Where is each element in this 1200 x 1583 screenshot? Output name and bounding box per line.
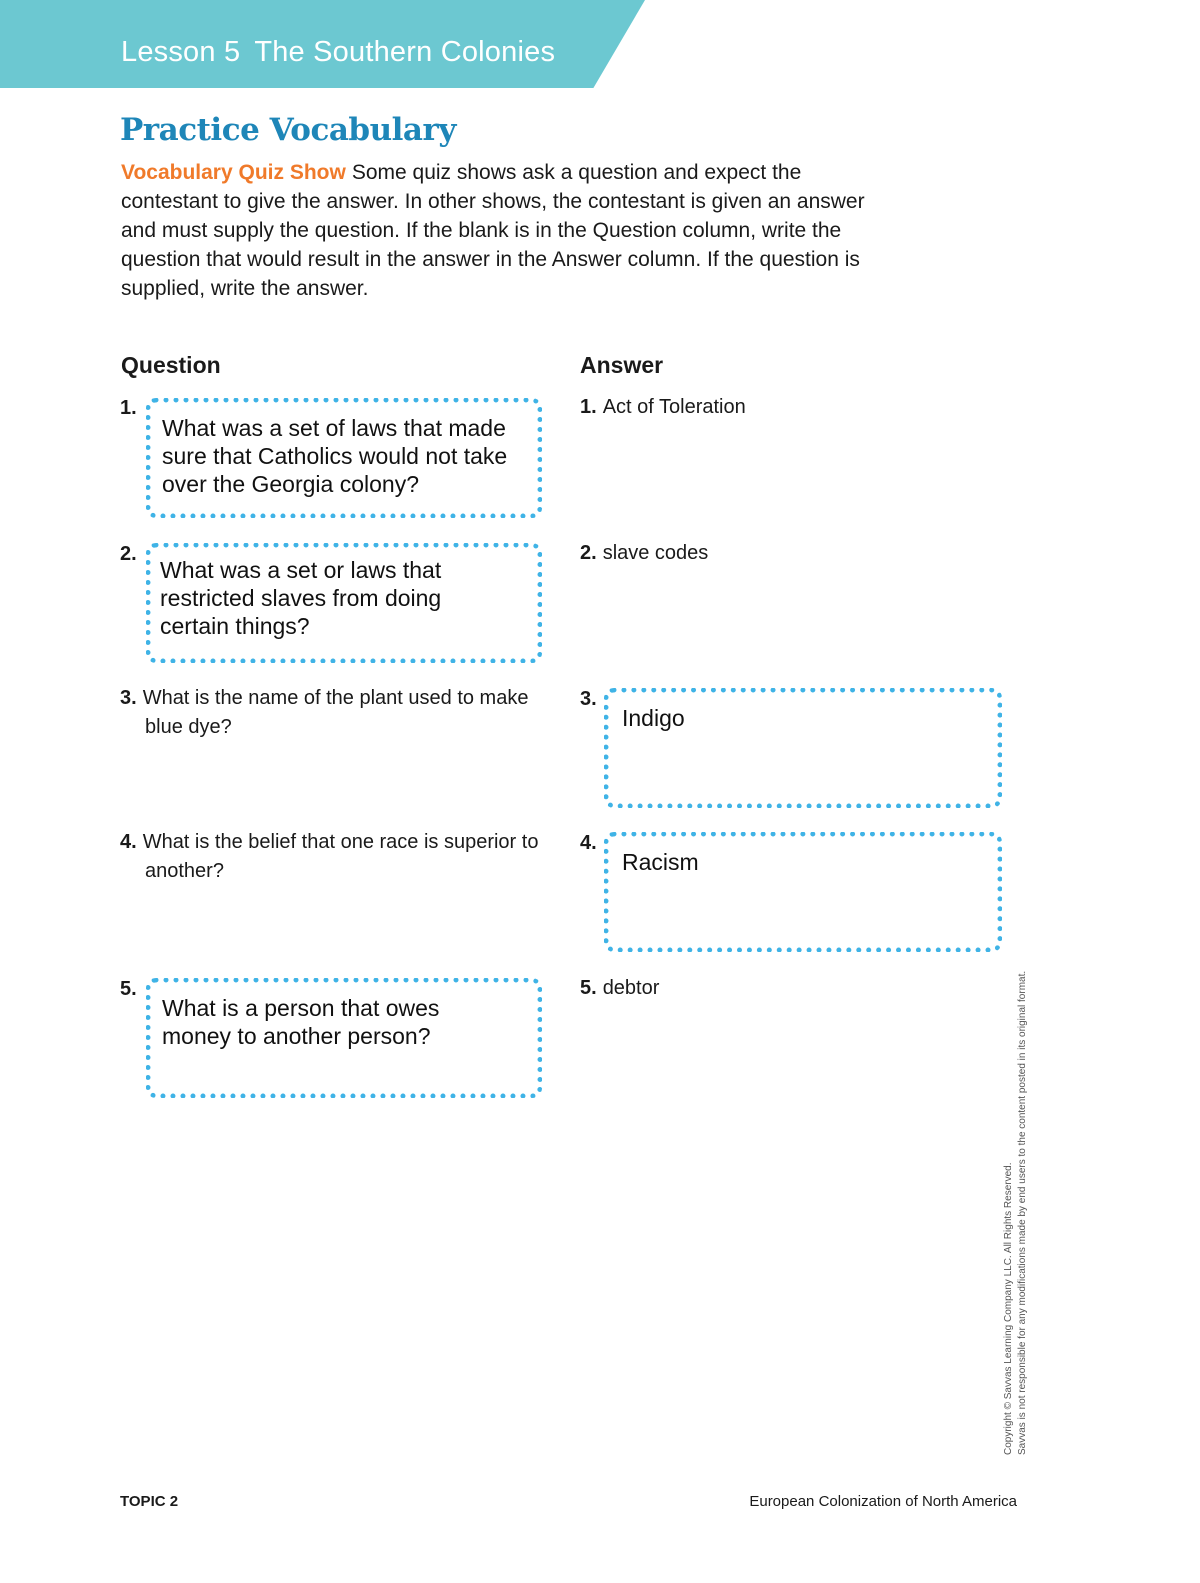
section-title: Practice Vocabulary	[120, 112, 456, 148]
lesson-number: Lesson 5	[121, 36, 241, 68]
answer-4-response: Racism	[622, 849, 699, 875]
answer-3-number: 3.	[580, 688, 597, 710]
answer-1-text: Act of Toleration	[602, 396, 746, 418]
question-5-number: 5.	[120, 978, 137, 1000]
answer-5-number: 5.	[580, 977, 597, 999]
footer-topic: TOPIC 2	[120, 1493, 179, 1510]
answer-1	[580, 393, 746, 422]
instructions	[121, 158, 881, 303]
instructions-lead: Vocabulary Quiz Show	[121, 161, 346, 184]
lesson-title	[121, 36, 555, 69]
question-2-response: What was a set or laws that restricted slaves from doing certain things?	[160, 557, 442, 639]
copyright-notice	[1002, 915, 1030, 1455]
answer-1-number: 1.	[580, 396, 597, 418]
question-2-number: 2.	[120, 543, 137, 565]
copyright-line-1: Copyright © Savvas Learning Company LLC. All Rights Reserved.	[1003, 1162, 1014, 1455]
question-1-number: 1.	[120, 397, 137, 419]
question-3	[120, 684, 565, 742]
answer-2	[580, 539, 708, 568]
question-5-response: What is a person that owes money to another person?	[162, 995, 440, 1049]
question-4-text: What is the belief that one race is superior to another?	[142, 831, 539, 882]
answer-3-response: Indigo	[622, 705, 685, 731]
footer-unit-title: European Colonization of North America	[749, 1493, 1017, 1510]
question-4-number: 4.	[120, 831, 137, 853]
question-3-number: 3.	[120, 687, 137, 709]
question-column-heading: Question	[121, 352, 221, 378]
copyright-line-2: Savvas is not responsible for any modifications made by end users to the content posted in its original format.	[1017, 970, 1028, 1455]
instructions-text: Some quiz shows ask a question and expect the contestant to give the answer. In other shows, the contestant is given an answer and must supply the question. If the blank is in the Question column, write the question that would result in the answer in the Answer column. If the question is supplied, write the answer.	[121, 161, 865, 300]
question-3-text: What is the name of the plant used to make blue dye?	[142, 687, 529, 738]
lesson-name: The Southern Colonies	[254, 36, 556, 68]
answer-5	[580, 974, 659, 1003]
question-4	[120, 828, 565, 886]
question-1-response: What was a set of laws that made sure that Catholics would not take over the Georgia colony?	[162, 415, 508, 497]
answer-column-heading: Answer	[580, 352, 664, 378]
answer-5-text: debtor	[602, 977, 660, 999]
answer-2-text: slave codes	[602, 542, 709, 564]
answer-2-number: 2.	[580, 542, 597, 564]
answer-4-number: 4.	[580, 832, 597, 854]
